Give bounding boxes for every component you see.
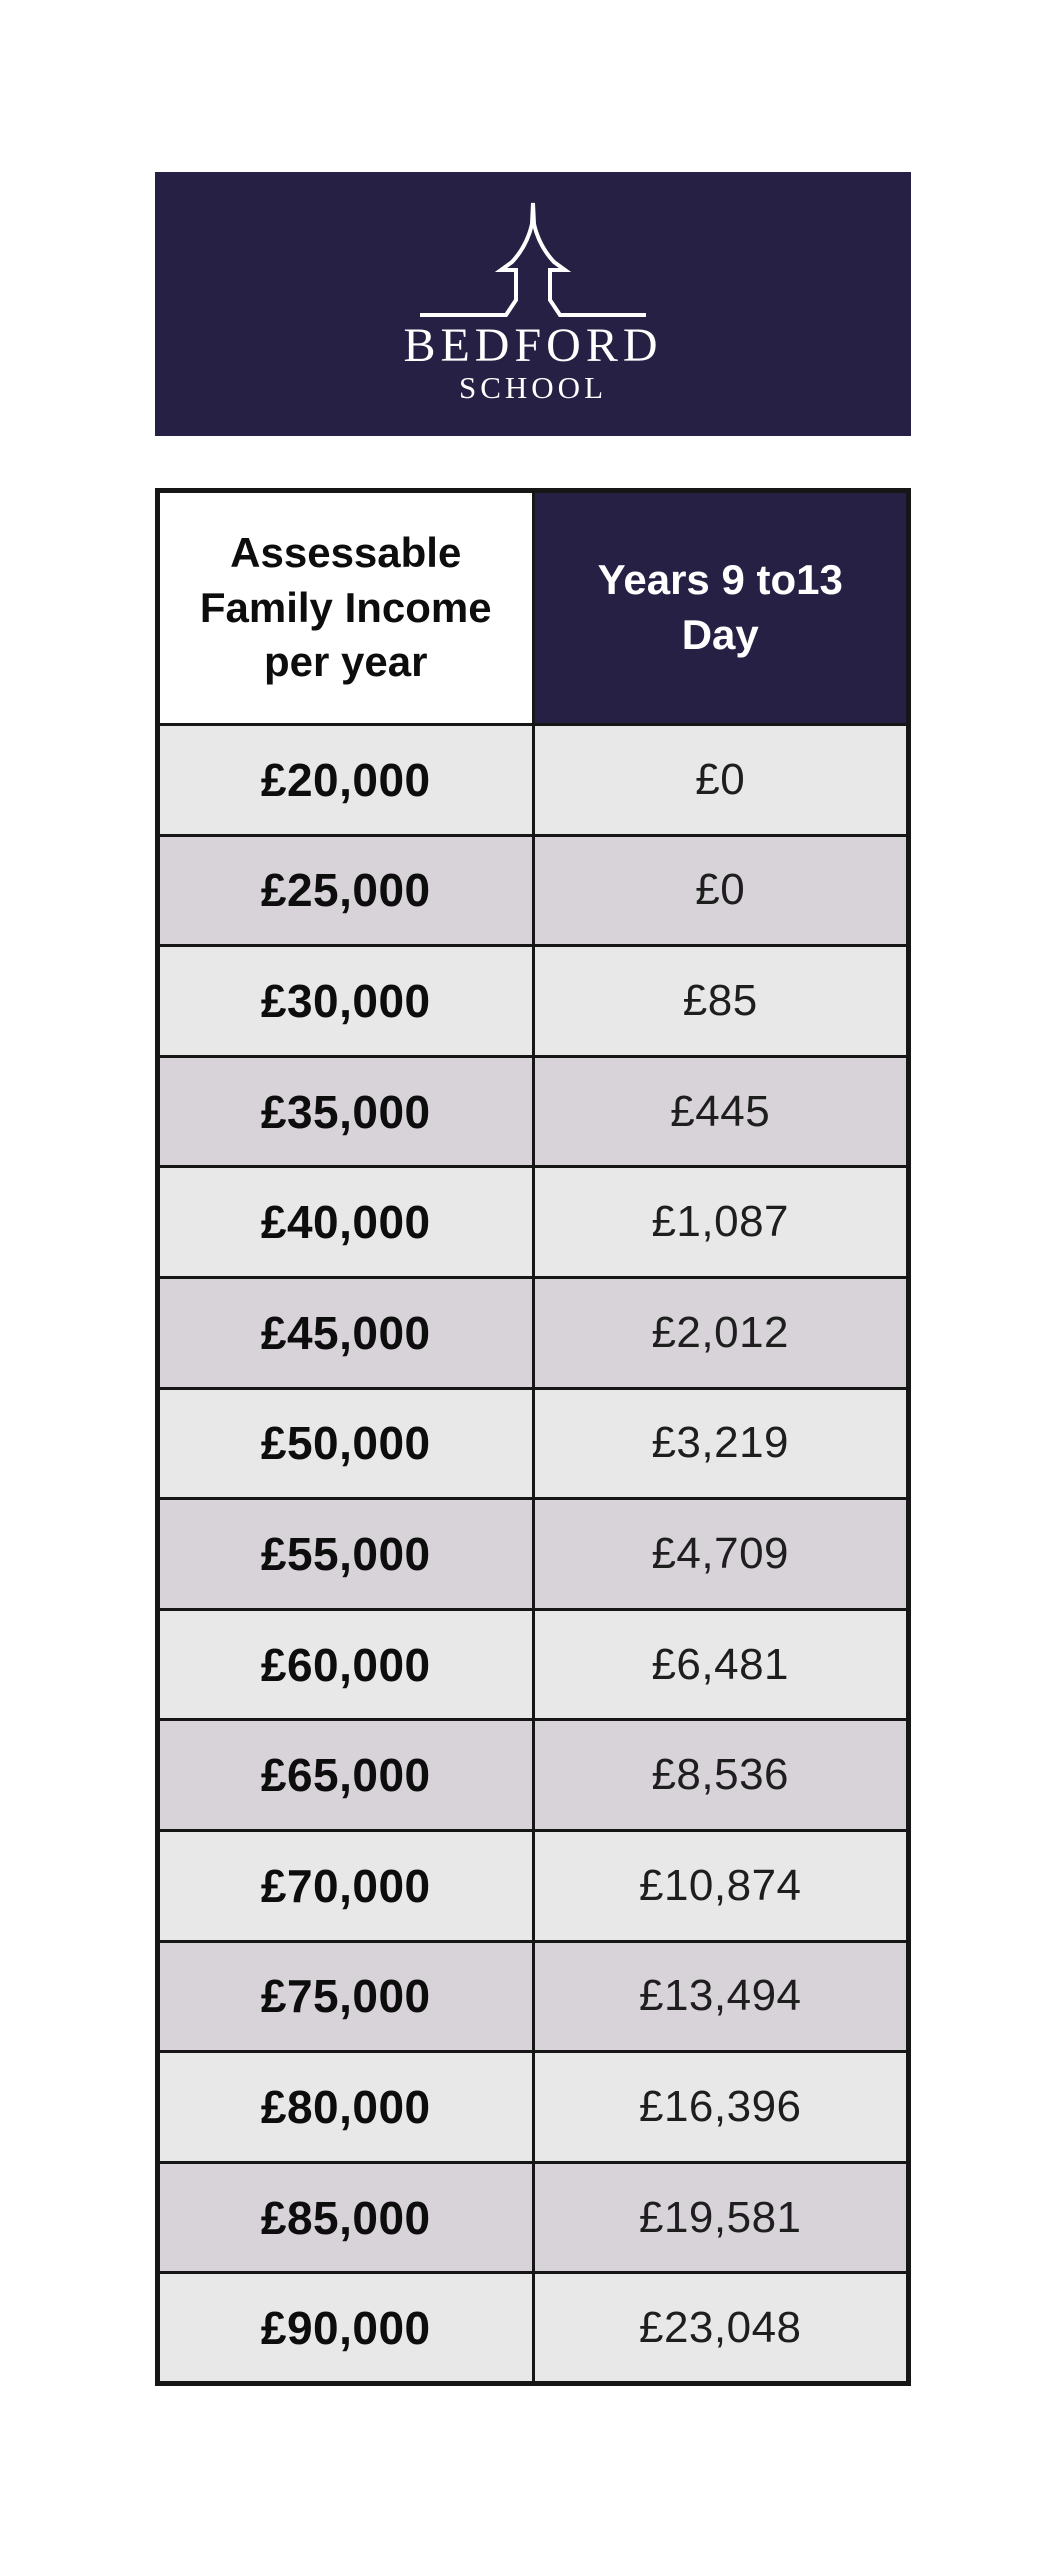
table-row — [158, 1830, 909, 1941]
table-row — [158, 946, 909, 1057]
income-cell: £85,000 — [158, 2162, 534, 2273]
income-header-line: per year — [264, 638, 428, 686]
fee-cell: £3,219 — [533, 1388, 909, 1499]
income-cell: £50,000 — [158, 1388, 534, 1499]
fee-cell: £8,536 — [533, 1720, 909, 1831]
income-header-line: Family Income — [199, 583, 492, 631]
fee-column-header — [533, 491, 909, 725]
fee-cell: £0 — [533, 835, 909, 946]
income-cell: £45,000 — [158, 1277, 534, 1388]
fee-cell: £13,494 — [533, 1941, 909, 2052]
table-row — [158, 1941, 909, 2052]
table-row — [158, 1609, 909, 1720]
fee-cell: £10,874 — [533, 1830, 909, 1941]
fee-cell: £23,048 — [533, 2273, 909, 2384]
table-row — [158, 1277, 909, 1388]
table-row — [158, 2162, 909, 2273]
fee-cell: £6,481 — [533, 1609, 909, 1720]
fees-table — [155, 488, 911, 2386]
table-row — [158, 1720, 909, 1831]
fee-cell: £2,012 — [533, 1277, 909, 1388]
table-row — [158, 1056, 909, 1167]
brand-subname: SCHOOL — [458, 370, 607, 405]
school-banner — [155, 172, 911, 436]
income-cell: £35,000 — [158, 1056, 534, 1167]
income-cell: £30,000 — [158, 946, 534, 1057]
income-cell: £20,000 — [158, 725, 534, 836]
table-row — [158, 1388, 909, 1499]
table-row — [158, 1499, 909, 1610]
income-header-line: Assessable — [230, 529, 462, 577]
table-row — [158, 725, 909, 836]
fee-cell: £16,396 — [533, 2052, 909, 2163]
income-cell: £25,000 — [158, 835, 534, 946]
table-row — [158, 2052, 909, 2163]
fee-cell: £1,087 — [533, 1167, 909, 1278]
income-cell: £65,000 — [158, 1720, 534, 1831]
fee-header-line: Day — [681, 611, 759, 658]
income-cell: £90,000 — [158, 2273, 534, 2384]
income-cell: £60,000 — [158, 1609, 534, 1720]
fee-cell: £85 — [533, 946, 909, 1057]
income-cell: £80,000 — [158, 2052, 534, 2163]
income-column-header — [158, 491, 534, 725]
income-cell: £55,000 — [158, 1499, 534, 1610]
fee-cell: £19,581 — [533, 2162, 909, 2273]
income-cell: £70,000 — [158, 1830, 534, 1941]
church-spire-icon — [413, 198, 653, 318]
table-row — [158, 2273, 909, 2384]
table-row — [158, 1167, 909, 1278]
table-row — [158, 835, 909, 946]
income-cell: £75,000 — [158, 1941, 534, 2052]
income-cell: £40,000 — [158, 1167, 534, 1278]
header-row — [158, 491, 909, 725]
fee-cell: £4,709 — [533, 1499, 909, 1610]
fee-cell: £0 — [533, 725, 909, 836]
fee-header-line: Years 9 to13 — [597, 556, 843, 604]
fee-cell: £445 — [533, 1056, 909, 1167]
brand-name: BEDFORD — [403, 319, 663, 372]
